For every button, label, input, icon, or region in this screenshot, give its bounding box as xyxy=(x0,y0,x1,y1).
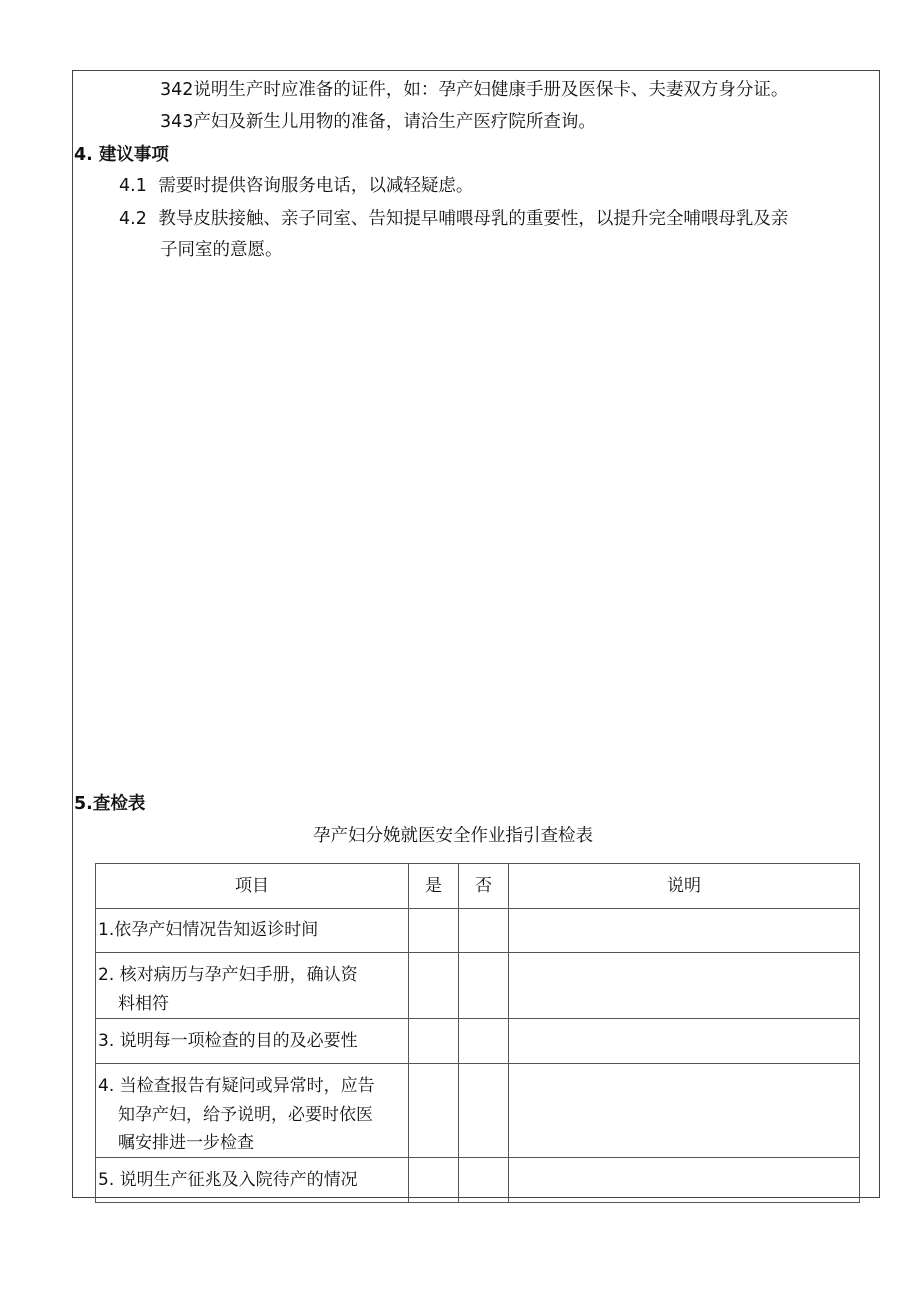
item-4-1 xyxy=(119,174,473,198)
note-cell[interactable] xyxy=(509,1158,860,1203)
section-5-heading: 5.查检表 xyxy=(74,794,146,814)
column-header-yes: 是 xyxy=(409,864,459,909)
item-4-2-text-line2: 子同室的意愿。 xyxy=(160,240,283,260)
row-item-cell xyxy=(96,1158,409,1203)
yes-checkbox-cell[interactable] xyxy=(409,1019,459,1064)
item-342: 342说明生产时应准备的证件，如：孕产妇健康手册及医保卡、夫妻双方身分证。 xyxy=(160,80,789,100)
item-343: 343产妇及新生儿用物的准备，请洽生产医疗院所查询。 xyxy=(160,112,596,132)
no-checkbox-cell[interactable] xyxy=(459,1019,509,1064)
row-item-text-continued: 嘱安排进一步检查 xyxy=(118,1133,254,1153)
item-4-2 xyxy=(119,207,788,231)
row-item-cell xyxy=(96,909,409,953)
yes-checkbox-cell[interactable] xyxy=(409,953,459,1019)
section-4-heading: 4. 建议事项 xyxy=(74,145,169,165)
row-item-cell xyxy=(96,1064,409,1158)
checklist-table xyxy=(95,863,860,1203)
row-item-text: 3. 说明每一项检查的目的及必要性 xyxy=(98,1031,358,1051)
item-4-1-number: 4.1 xyxy=(119,176,147,196)
row-item-text: 4. 当检查报告有疑问或异常时，应告 xyxy=(98,1076,375,1096)
table-header-row xyxy=(96,864,860,909)
item-4-1-text: 需要时提供咨询服务电话，以减轻疑虑。 xyxy=(158,176,474,196)
row-item-text: 1.依孕产妇情况告知返诊时间 xyxy=(98,920,319,940)
table-row xyxy=(96,1019,860,1064)
column-header-note: 说明 xyxy=(509,864,860,909)
no-checkbox-cell[interactable] xyxy=(459,953,509,1019)
table-row xyxy=(96,953,860,1019)
yes-checkbox-cell[interactable] xyxy=(409,1064,459,1158)
row-item-cell xyxy=(96,1019,409,1064)
no-checkbox-cell[interactable] xyxy=(459,1158,509,1203)
note-cell[interactable] xyxy=(509,1064,860,1158)
column-header-item: 项目 xyxy=(96,864,409,909)
yes-checkbox-cell[interactable] xyxy=(409,909,459,953)
row-item-text-continued: 知孕产妇，给予说明，必要时依医 xyxy=(118,1105,373,1125)
item-4-2-number: 4.2 xyxy=(119,209,147,229)
note-cell[interactable] xyxy=(509,909,860,953)
no-checkbox-cell[interactable] xyxy=(459,1064,509,1158)
row-item-text: 5. 说明生产征兆及入院待产的情况 xyxy=(98,1170,358,1190)
row-item-text-continued: 料相符 xyxy=(118,994,169,1014)
table-row xyxy=(96,1158,860,1203)
row-item-cell xyxy=(96,953,409,1019)
note-cell[interactable] xyxy=(509,1019,860,1064)
table-row xyxy=(96,909,860,953)
checklist-title: 孕产妇分娩就医安全作业指引查检表 xyxy=(313,826,593,846)
row-item-text: 2. 核对病历与孕产妇手册，确认资 xyxy=(98,965,358,985)
yes-checkbox-cell[interactable] xyxy=(409,1158,459,1203)
column-header-no: 否 xyxy=(459,864,509,909)
no-checkbox-cell[interactable] xyxy=(459,909,509,953)
note-cell[interactable] xyxy=(509,953,860,1019)
item-4-2-text-line1: 教导皮肤接触、亲子同室、告知提早哺喂母乳的重要性，以提升完全哺喂母乳及亲 xyxy=(158,209,789,229)
table-row xyxy=(96,1064,860,1158)
